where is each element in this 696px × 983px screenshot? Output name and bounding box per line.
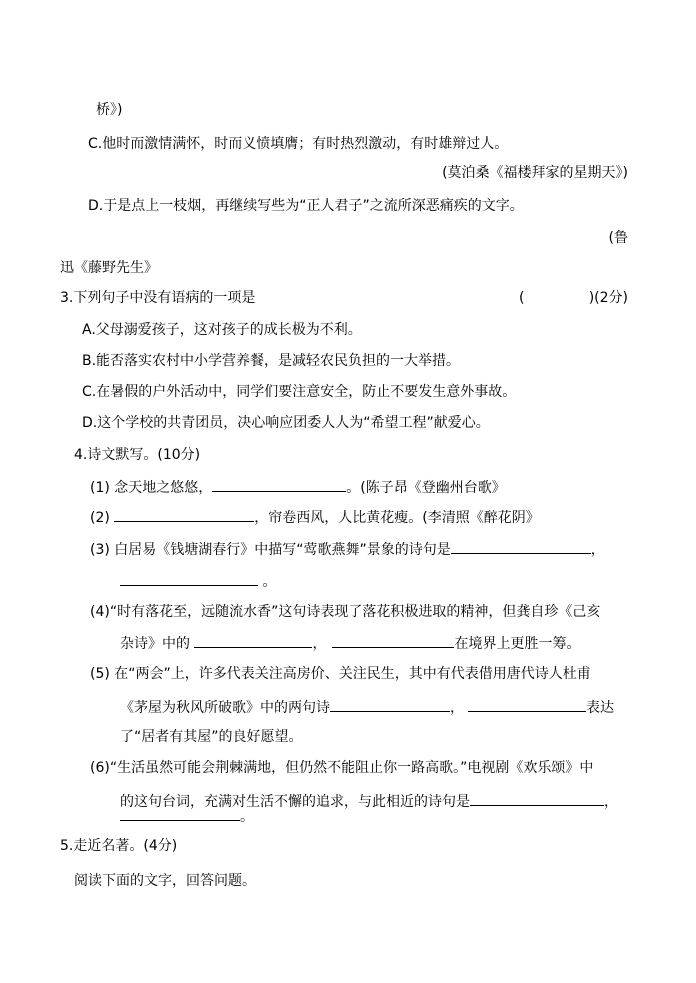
q4-3-text: (3) 白居易《钱塘湖春行》中描写“莺歌燕舞”景象的诗句是	[90, 542, 451, 558]
q4-2-label: (2)	[90, 510, 115, 526]
q4-item-6: (6)“生活虽然可能会荆棘满地，但仍然不能阻止你一路高歌。”电视剧《欢乐颂》中	[90, 760, 594, 776]
comma: ，	[604, 794, 618, 810]
answer-blank[interactable]	[120, 571, 258, 586]
period: 。	[258, 574, 277, 590]
comma: ，	[450, 700, 464, 716]
q4-1-text: (1) 念天地之悠悠，	[90, 480, 213, 496]
comma: ，	[312, 636, 327, 652]
q3-option-d: D.这个学校的共青团员，决心响应团委人人为“希望工程”献爱心。	[82, 415, 490, 431]
q3-option-b: B.能否落实农村中小学营养餐，是减轻农民负担的一大举措。	[82, 353, 461, 369]
q4-item-1	[90, 477, 506, 497]
answer-blank[interactable]	[332, 633, 454, 648]
answer-blank[interactable]	[212, 477, 346, 492]
q4-item-5-cont	[120, 697, 614, 717]
question-4-stem: 4.诗文默写。(10分)	[74, 447, 201, 463]
answer-blank[interactable]	[468, 697, 586, 712]
q4-item-4-cont	[120, 633, 580, 653]
answer-blank[interactable]	[470, 791, 604, 806]
question-3-stem: 3.下列句子中没有语病的一项是	[60, 290, 256, 306]
q4-item-5-cont2: 了“居者有其屋”的良好愿望。	[120, 729, 303, 745]
period: 。	[240, 809, 254, 825]
q4-item-4: (4)“时有落花至，远随流水香”这句诗表现了落花积极进取的精神，但龚自珍《己亥	[90, 604, 601, 620]
answer-blank[interactable]	[330, 697, 450, 712]
question-3-score: )(2分)	[588, 290, 628, 306]
option-d: D.于是点上一枝烟，再继续写些为“正人君子”之流所深恶痛疾的文字。	[88, 198, 524, 214]
q4-5-text: 《茅屋为秋风所破歌》中的两句诗	[120, 700, 330, 716]
answer-blank[interactable]	[194, 633, 312, 648]
q4-item-2	[90, 507, 540, 527]
q4-6-text: 的这句台词，充满对生活不懈的追求，与此相近的诗句是	[120, 794, 470, 810]
q4-2-text: ，帘卷西风，人比黄花瘦。(李清照《醉花阴》	[254, 510, 540, 526]
q3-option-a: A.父母溺爱孩子，这对孩子的成长极为不利。	[82, 322, 362, 338]
option-c: C.他时而激情满怀，时而义愤填膺；有时热烈激动，有时雄辩过人。	[88, 136, 509, 152]
q4-item-3-cont	[120, 571, 276, 591]
question-5-stem: 5.走近名著。(4分)	[60, 838, 178, 854]
q4-item-6-cont2	[120, 806, 254, 826]
q4-item-5: (5) 在“两会”上，许多代表关注高房价、关注民生，其中有代表借用唐代诗人杜甫	[90, 666, 591, 682]
answer-blank[interactable]	[114, 507, 254, 522]
q4-4-end: 在境界上更胜一筹。	[454, 636, 581, 652]
answer-bracket-open: (	[519, 290, 525, 306]
option-d-source-2: 迅《藤野先生》	[60, 260, 158, 276]
q4-4-text: 杂诗》中的	[120, 636, 195, 652]
q3-option-c: C.在暑假的户外活动中，同学们要注意安全，防止不要发生意外事故。	[82, 384, 517, 400]
option-c-source: (莫泊桑《福楼拜家的星期天》)	[442, 165, 628, 181]
option-b-source-end: 桥》)	[96, 102, 123, 118]
q4-item-3	[90, 539, 605, 559]
answer-blank[interactable]	[120, 806, 240, 821]
answer-blank[interactable]	[451, 539, 591, 554]
comma: ，	[590, 542, 605, 558]
q4-1-source: 。(陈子昂《登幽州台歌》	[346, 480, 506, 496]
q4-5-end: 表达	[586, 700, 614, 716]
option-d-source-1: (鲁	[608, 230, 628, 246]
question-5-intro: 阅读下面的文字，回答问题。	[74, 873, 256, 889]
